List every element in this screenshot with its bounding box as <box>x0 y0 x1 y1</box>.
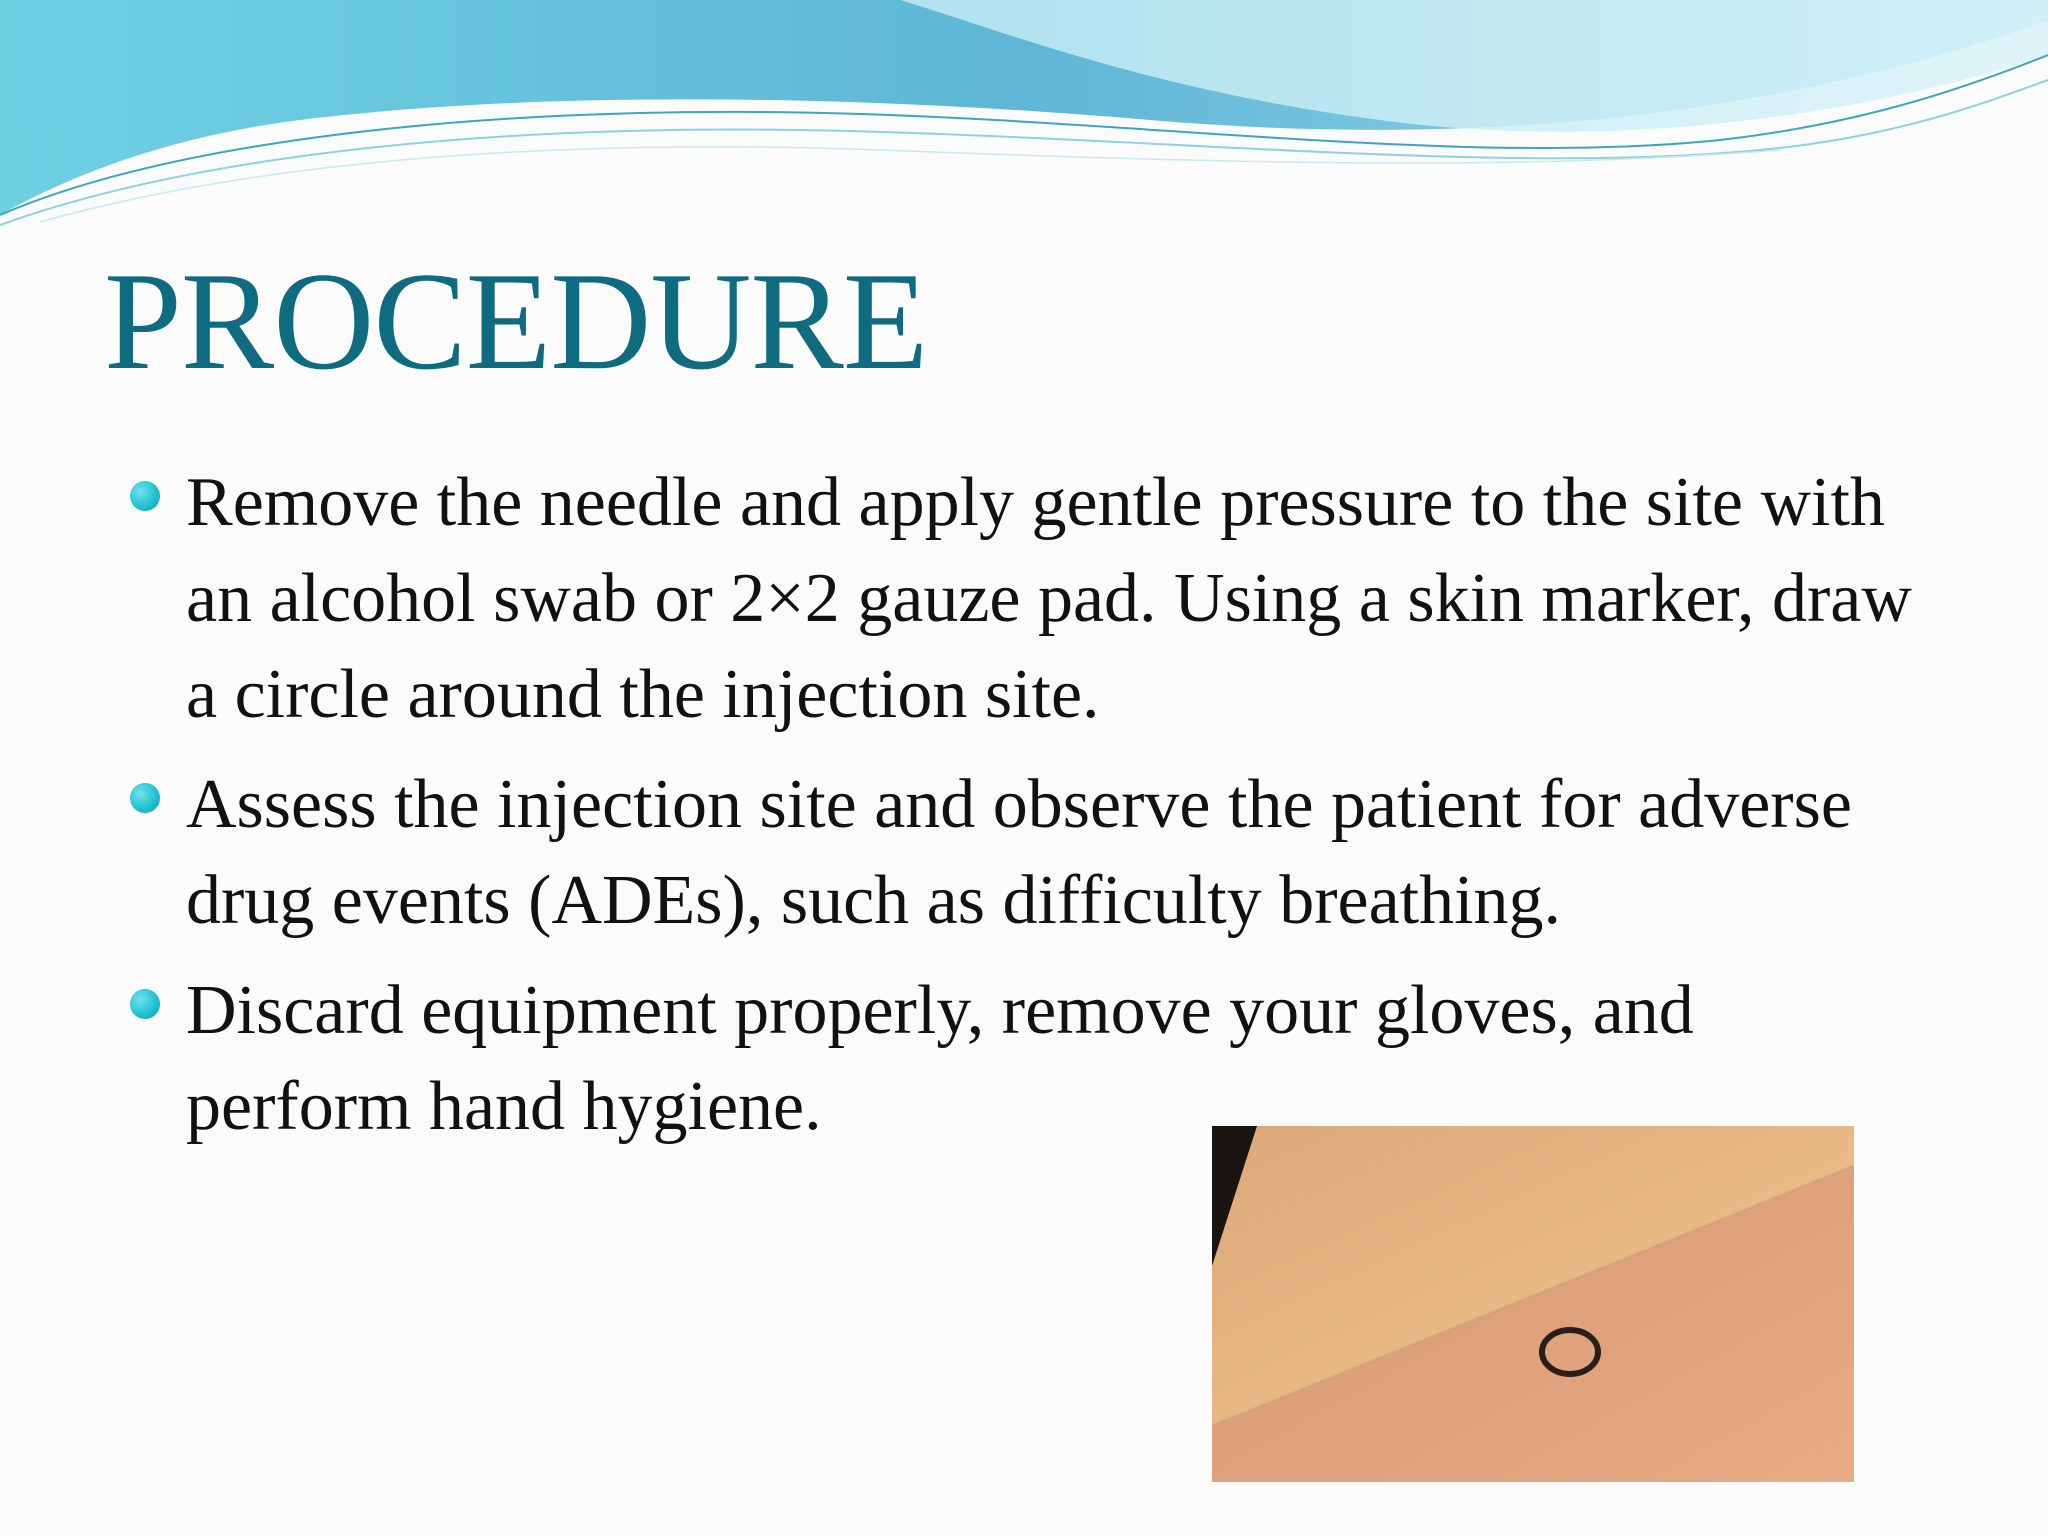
bullet-list <box>130 455 1930 1169</box>
bullet-item <box>130 757 1930 949</box>
bullet-text: Discard equipment properly, remove your gloves, and perform hand hygiene. <box>186 972 1694 1145</box>
bullet-icon <box>130 989 160 1019</box>
bullet-item <box>130 455 1930 743</box>
bullet-text: Remove the needle and apply gentle pressure to the site with an alcohol swab or 2×2 gauze pad. Using a skin marker, draw a circle around the injection site. <box>186 464 1912 733</box>
bullet-icon <box>130 783 160 813</box>
bullet-text: Assess the injection site and observe the patient for adverse drug events (ADEs), such as difficulty breathing. <box>186 766 1852 939</box>
injection-site-photo <box>1212 1126 1854 1482</box>
header-wave-decoration <box>0 0 2048 240</box>
bullet-icon <box>130 481 160 511</box>
slide-title: PROCEDURE <box>104 244 928 399</box>
